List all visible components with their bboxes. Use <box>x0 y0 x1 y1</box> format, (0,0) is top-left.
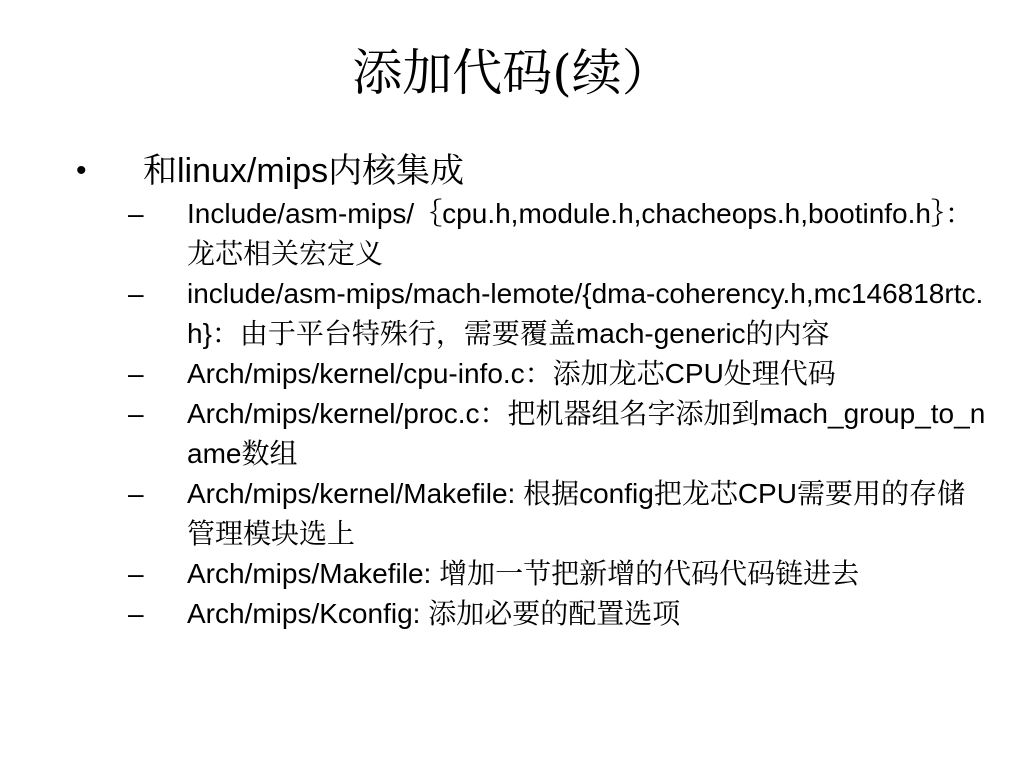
sub-bullet-text: Arch/mips/kernel/Makefile: 根据config把龙芯CPU需要用的存储管理模块选上 <box>187 478 965 549</box>
sub-bullet-item <box>0 474 1024 554</box>
main-bullet-item <box>0 146 1024 196</box>
sub-bullet-item <box>0 594 1024 634</box>
sub-bullet-text: Arch/mips/Makefile: 增加一节把新增的代码代码链进去 <box>187 558 860 589</box>
sub-bullet-item <box>0 394 1024 474</box>
sub-bullet-text: include/asm-mips/mach-lemote/{dma-coherency.h,mc146818rtc.h}：由于平台特殊行，需要覆盖mach-generic的内容 <box>187 278 984 349</box>
dash-marker: – <box>128 558 144 589</box>
dash-marker: – <box>128 598 144 629</box>
sub-bullet-text: Arch/mips/kernel/proc.c：把机器组名字添加到mach_group_to_name数组 <box>187 398 986 469</box>
dash-marker: – <box>128 478 144 509</box>
sub-bullet-text: Arch/mips/kernel/cpu-info.c：添加龙芯CPU处理代码 <box>187 358 836 389</box>
sub-bullet-text: Arch/mips/Kconfig: 添加必要的配置选项 <box>187 598 681 629</box>
dash-marker: – <box>128 358 144 389</box>
bullet-marker: • <box>76 154 87 187</box>
sub-bullet-text: Include/asm-mips/｛cpu.h,module.h,chacheops.h,bootinfo.h｝：龙芯相关宏定义 <box>187 198 973 269</box>
sub-bullet-item <box>0 354 1024 394</box>
main-bullet-text: 和linux/mips内核集成 <box>143 152 465 190</box>
dash-marker: – <box>128 198 144 229</box>
slide-title: 添加代码(续） <box>352 44 672 102</box>
sub-bullet-item <box>0 274 1024 354</box>
sub-bullet-list <box>0 194 1024 634</box>
dash-marker: – <box>128 398 144 429</box>
dash-marker: – <box>128 278 144 309</box>
sub-bullet-item <box>0 554 1024 594</box>
sub-bullet-item <box>0 194 1024 274</box>
